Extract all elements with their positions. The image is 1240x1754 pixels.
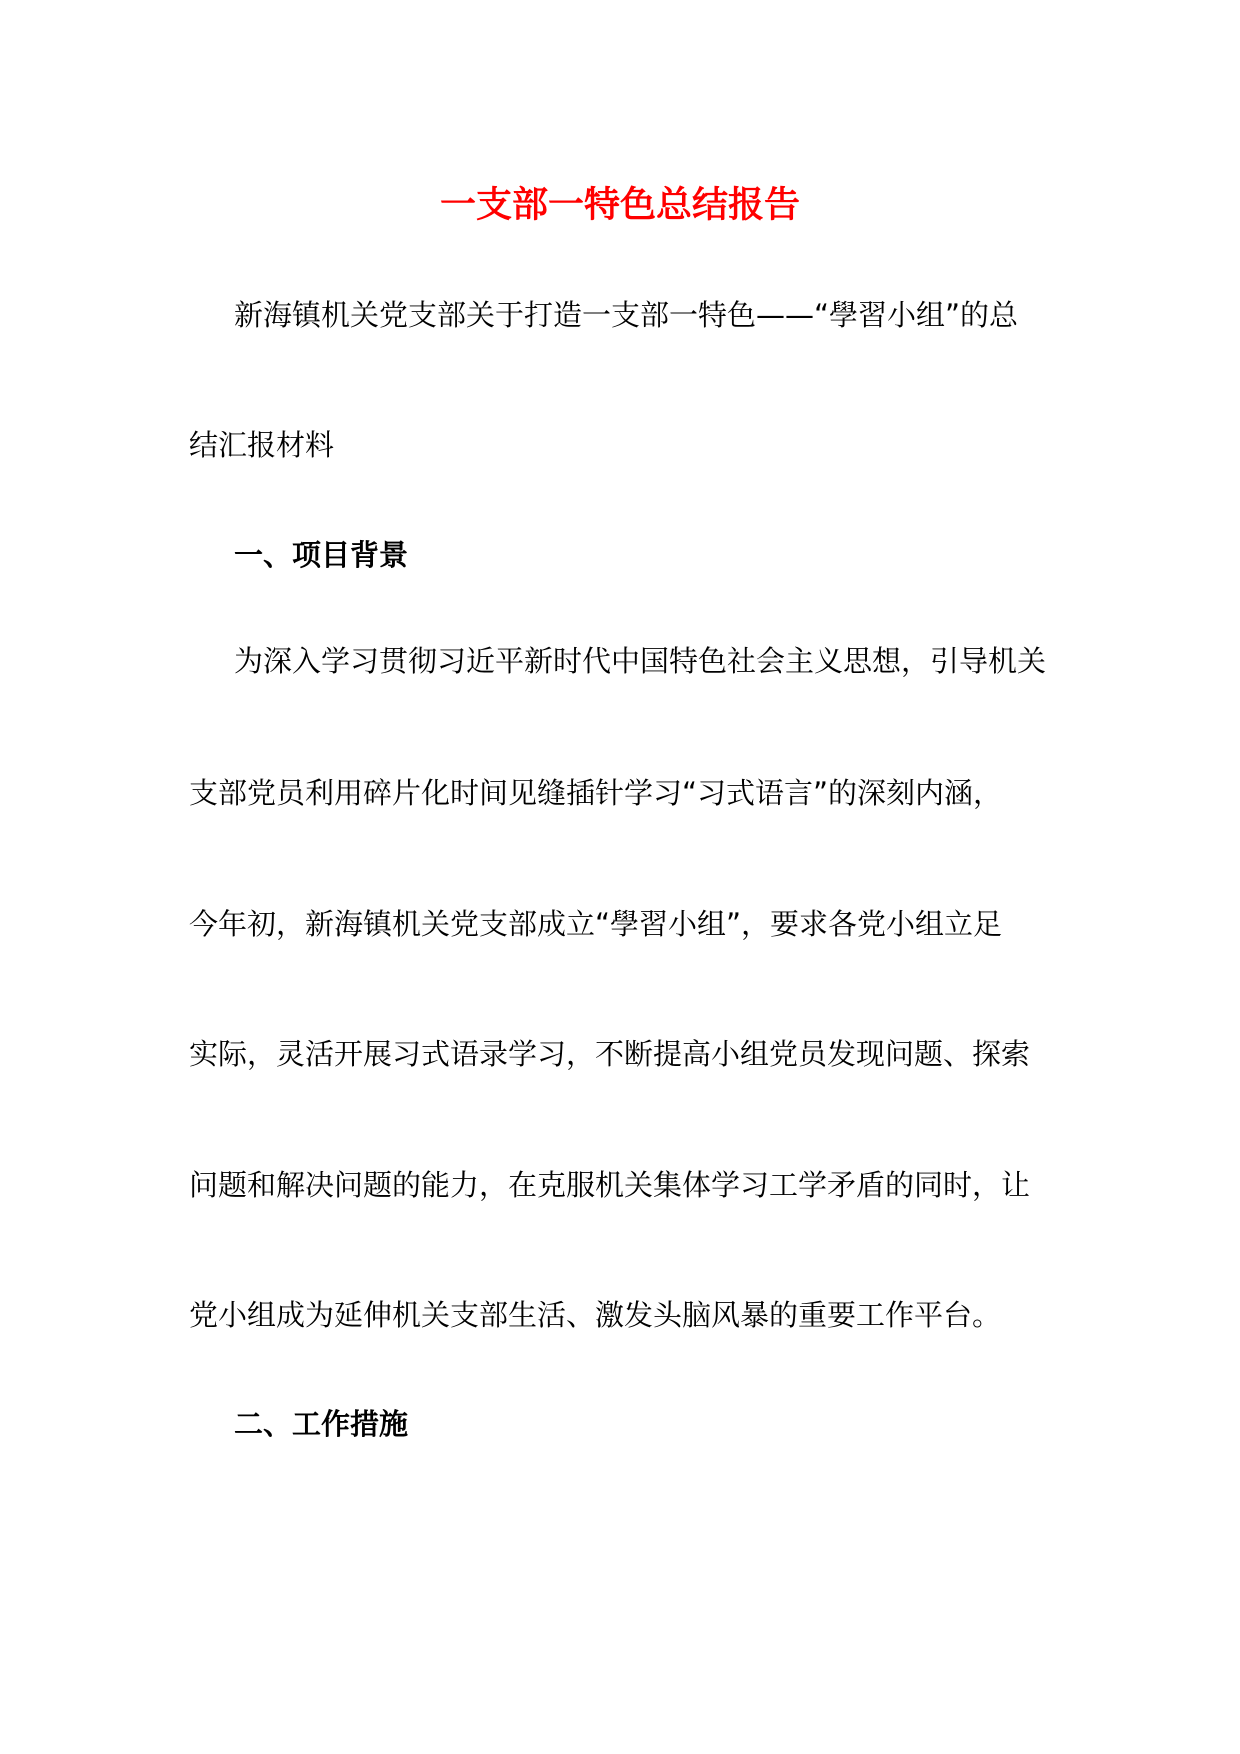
paragraph-line: 党小组成为延伸机关支部生活、激发头脑风暴的重要工作平台。 <box>189 1298 1002 1332</box>
intro-line: 新海镇机关党支部关于打造一支部一特色——“學習小组”的总 <box>234 298 1019 332</box>
paragraph-line: 今年初，新海镇机关党支部成立“學習小组”，要求各党小组立足 <box>189 907 1003 941</box>
paragraph-line: 为深入学习贯彻习近平新时代中国特色社会主义思想，引导机关 <box>234 644 1047 678</box>
section-heading-background: 一、项目背景 <box>234 538 409 572</box>
document-title: 一支部一特色总结报告 <box>439 184 800 226</box>
intro-line: 结汇报材料 <box>189 428 335 462</box>
paragraph-line: 实际，灵活开展习式语录学习，不断提高小组党员发现问题、探索 <box>189 1037 1031 1071</box>
paragraph-line: 支部党员利用碎片化时间见缝插针学习“习式语言”的深刻内涵， <box>189 776 1003 810</box>
paragraph-line: 问题和解决问题的能力，在克服机关集体学习工学矛盾的同时，让 <box>189 1168 1031 1202</box>
section-heading-measures: 二、工作措施 <box>234 1407 409 1441</box>
